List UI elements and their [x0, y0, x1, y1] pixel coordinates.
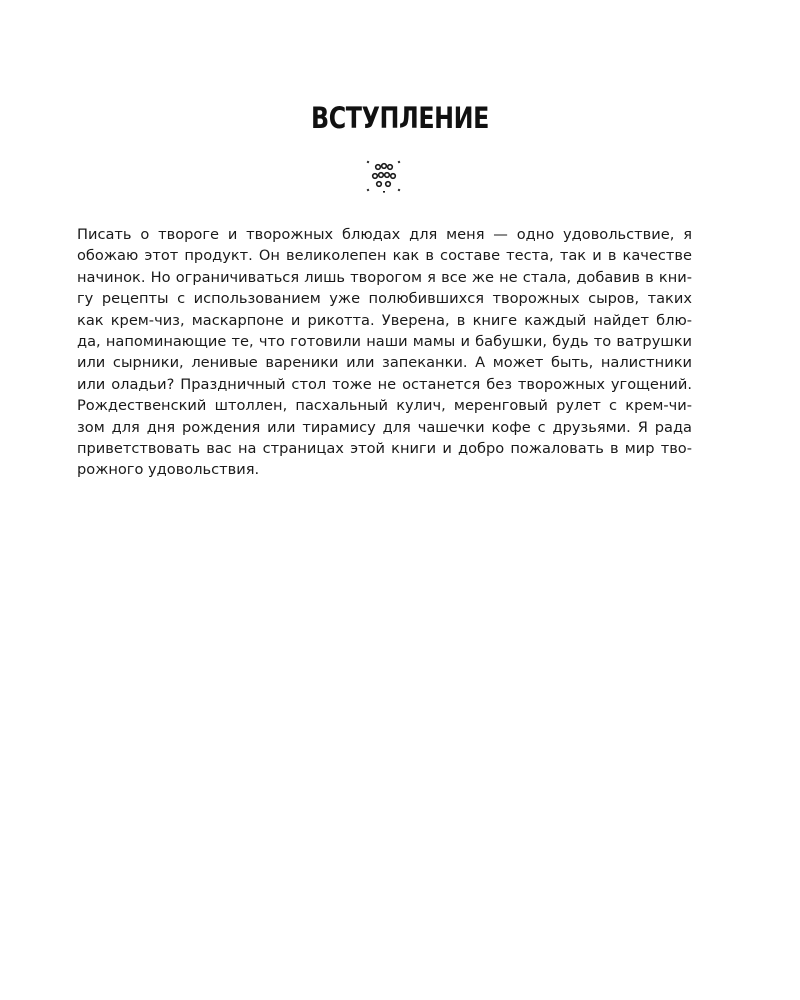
- paragraph-line: гу рецепты с использованием уже полюбившихся творожных сыров, таких: [77, 290, 692, 308]
- paragraph-line: обожаю этот продукт. Он великолепен как в составе теста, так и в качестве: [77, 247, 692, 265]
- paragraph-line: зом для дня рождения или тирамису для чашечки кофе с друзьями. Я рада: [77, 418, 692, 436]
- paragraph-line: да, напоминающие те, что готовили наши мамы и бабушки, будь то ватрушки: [77, 332, 692, 350]
- dots-ornament-icon: [364, 158, 404, 194]
- paragraph-line: приветствовать вас на страницах этой книги и добро пожаловать в мир тво-: [77, 439, 692, 457]
- paragraph-line: или оладьи? Праздничный стол тоже не останется без творожных угощений.: [77, 375, 692, 393]
- paragraph-line: Рождественский штоллен, пасхальный кулич, меренговый рулет с крем-чи-: [77, 397, 692, 415]
- paragraph-line: Писать о твороге и творожных блюдах для меня — одно удовольствие, я: [77, 226, 692, 243]
- paragraph-line: начинок. Но ограничиваться лишь творогом я все же не стала, добавив в кни-: [77, 268, 692, 286]
- intro-paragraph: [77, 224, 692, 481]
- paragraph-line: рожного удовольствия.: [77, 461, 260, 479]
- page-title: ВСТУПЛЕНИЕ: [311, 101, 489, 135]
- paragraph-line: или сырники, ленивые вареники или запеканки. А может быть, налистники: [77, 354, 692, 372]
- paragraph-line: как крем-чиз, маскарпоне и рикотта. Уверена, в книге каждый найдет блю-: [77, 311, 692, 329]
